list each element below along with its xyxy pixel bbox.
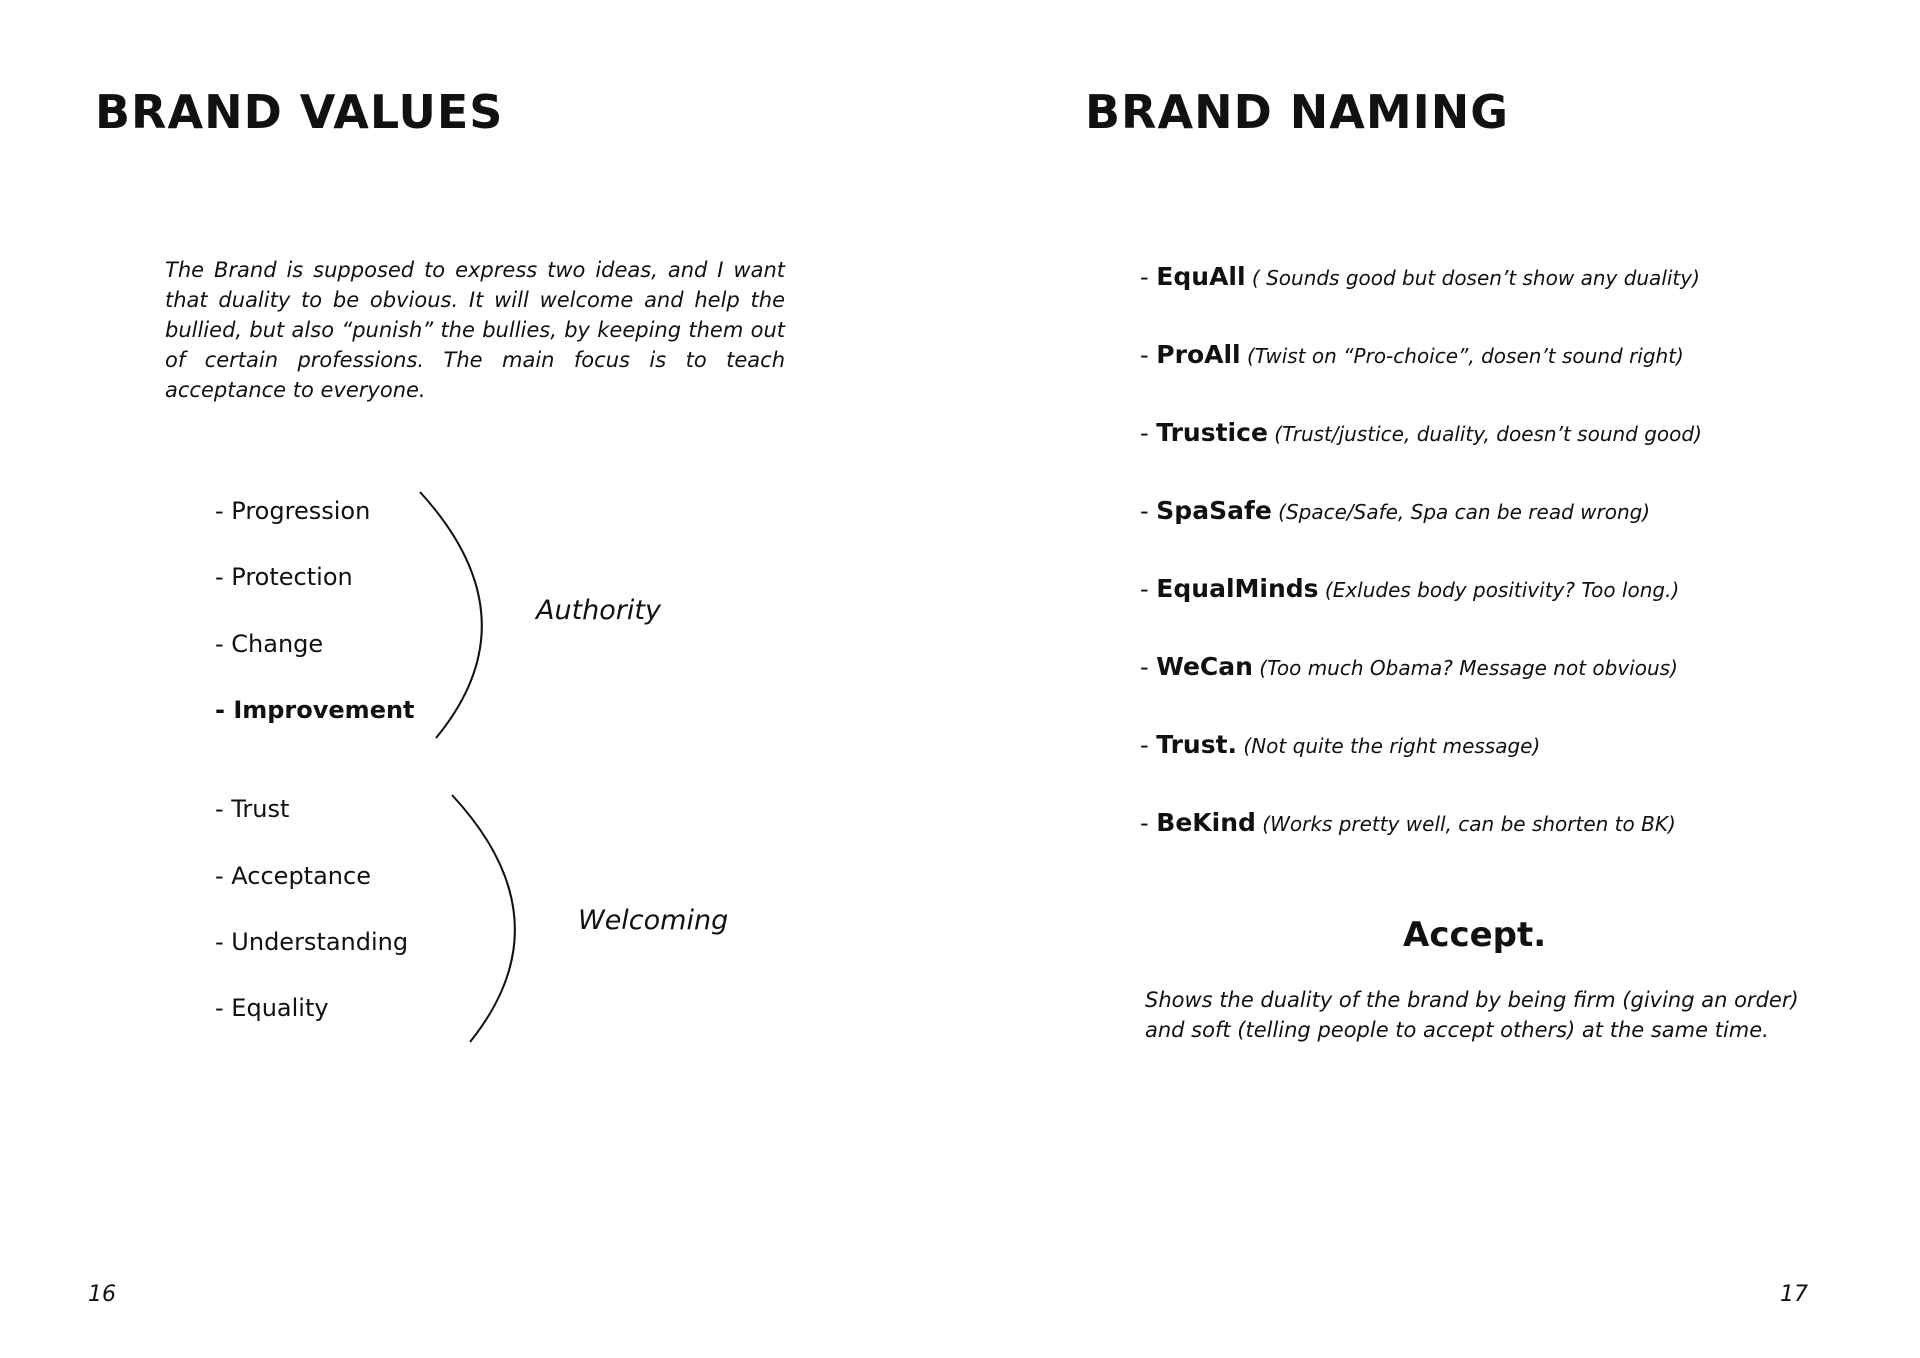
name-candidate	[1140, 418, 1702, 447]
candidate-note: (Not quite the right message)	[1237, 734, 1541, 758]
candidate-note: (Too much Obama? Message not obvious)	[1252, 656, 1678, 680]
list-dash: -	[1140, 653, 1157, 681]
candidate-note: ( Sounds good but dosen’t show any duality)	[1245, 266, 1700, 290]
right-page	[960, 0, 1920, 1358]
candidate-name: ProAll	[1156, 340, 1241, 369]
value-item: - Progression	[215, 497, 371, 525]
candidate-note: (Exludes body positivity? Too long.)	[1318, 578, 1680, 602]
page-number: 17	[1780, 1282, 1808, 1307]
value-item: - Change	[215, 630, 324, 658]
name-candidate	[1140, 808, 1676, 837]
candidate-name: EqualMinds	[1156, 574, 1319, 603]
list-dash: -	[1140, 809, 1157, 837]
chosen-name: Accept.	[1403, 915, 1547, 955]
candidate-name: Trust.	[1156, 730, 1238, 759]
name-candidate	[1140, 730, 1540, 759]
authority-label: Authority	[536, 595, 661, 626]
candidate-name: BeKind	[1156, 808, 1256, 837]
name-candidate	[1140, 496, 1650, 525]
candidate-name: EquAll	[1156, 262, 1246, 291]
list-dash: -	[1140, 497, 1157, 525]
welcoming-label: Welcoming	[578, 905, 729, 936]
list-dash: -	[1140, 263, 1157, 291]
brand-values-title: BRAND VALUES	[95, 85, 504, 139]
name-candidate	[1140, 262, 1700, 291]
candidate-note: (Trust/justice, duality, doesn’t sound good)	[1267, 422, 1702, 446]
candidate-note: (Works pretty well, can be shorten to BK)	[1255, 812, 1676, 836]
candidate-name: SpaSafe	[1156, 496, 1272, 525]
value-item: - Equality	[215, 994, 329, 1022]
list-dash: -	[1140, 575, 1157, 603]
page-number: 16	[88, 1282, 116, 1307]
list-dash: -	[1140, 341, 1157, 369]
name-candidate	[1140, 340, 1684, 369]
candidate-name: Trustice	[1156, 418, 1268, 447]
list-dash: -	[1140, 419, 1157, 447]
value-item: - Protection	[215, 563, 353, 591]
value-item: - Acceptance	[215, 862, 371, 890]
chosen-name-description: Shows the duality of the brand by being firm (giving an order) and soft (telling people to accept others) at the same time.	[1145, 988, 1799, 1042]
list-dash: -	[1140, 731, 1157, 759]
brand-values-intro: The Brand is supposed to express two ideas, and I want that duality to be obvious. It will welcome and help the bullied, but also “punish” the bullies, by keeping them out of certain professions. The main focus is to teach acceptance to everyone.	[165, 258, 785, 402]
name-candidate	[1140, 574, 1679, 603]
candidate-note: (Twist on “Pro-choice”, dosen’t sound right)	[1240, 344, 1684, 368]
candidate-note: (Space/Safe, Spa can be read wrong)	[1271, 500, 1651, 524]
value-item: - Improvement	[215, 696, 415, 724]
value-item: - Understanding	[215, 928, 409, 956]
candidate-name: WeCan	[1156, 652, 1253, 681]
name-candidate	[1140, 652, 1678, 681]
brand-naming-title: BRAND NAMING	[1085, 85, 1510, 139]
value-item: - Trust	[215, 795, 290, 823]
